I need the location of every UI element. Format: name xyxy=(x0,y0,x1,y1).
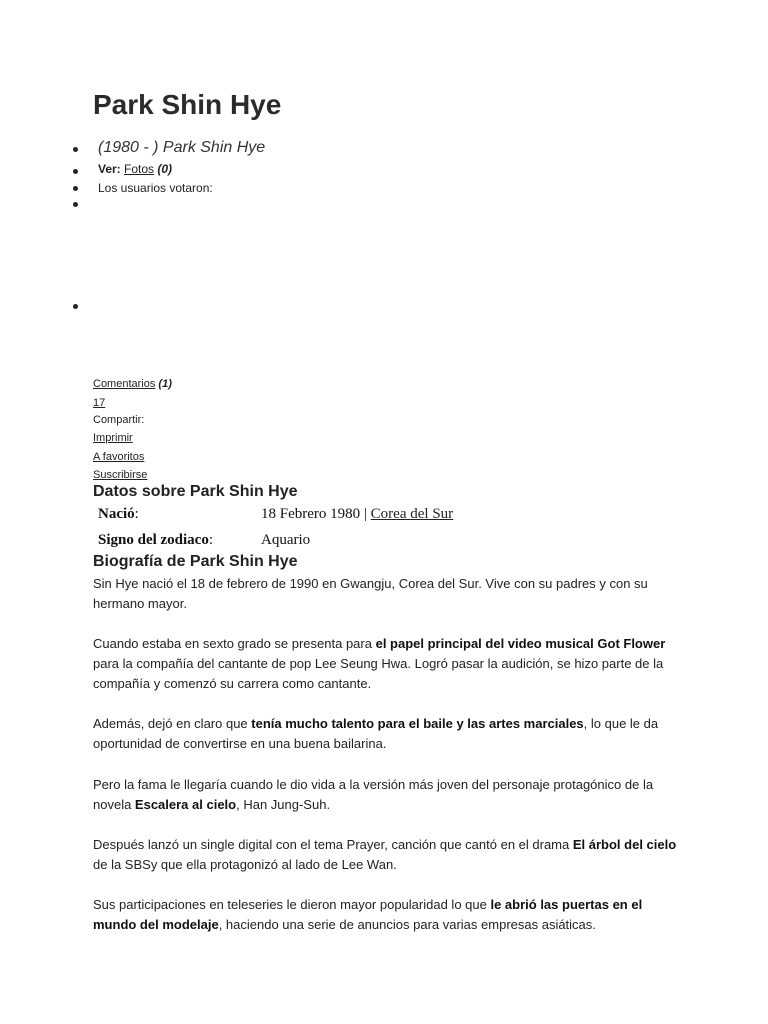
nacio-country-link[interactable]: Corea del Sur xyxy=(370,506,454,522)
compartir-label: Compartir: xyxy=(93,414,145,426)
bold-span: El árbol del cielo xyxy=(572,837,677,852)
bio-paragraph-6 xyxy=(93,895,678,935)
count-link[interactable]: 17 xyxy=(93,397,106,409)
comentarios-link[interactable]: Comentarios xyxy=(93,378,156,390)
favoritos-link[interactable]: A favoritos xyxy=(93,451,145,463)
fotos-link[interactable]: Fotos xyxy=(124,162,155,176)
list-bullet xyxy=(73,304,78,309)
text-span: Cuando estaba en sexto grado se presenta para xyxy=(93,636,376,651)
text-span: para la compañía del cantante de pop Lee Seung Hwa. Logró pasar la audición, se hizo parte de la compañía y comenzó su carrera como cantante. xyxy=(93,656,664,691)
zodiaco-value: Aquario xyxy=(261,532,311,548)
list-bullet xyxy=(73,147,78,152)
text-span: , lo que le da oportunidad de convertirse en una buena bailarina. xyxy=(93,716,659,751)
ver-row xyxy=(98,161,172,177)
nacio-label-cell xyxy=(98,505,139,523)
zodiaco-label-cell xyxy=(98,531,213,549)
list-bullet xyxy=(73,186,78,191)
text-span: Pero la fama le llegaría cuando le dio vida a la versión más joven del personaje protagónico de la novela xyxy=(93,777,654,812)
subtitle: (1980 - ) Park Shin Hye xyxy=(98,139,266,156)
fotos-count: (0) xyxy=(157,162,173,176)
bold-span: el papel principal del video musical Got Flower xyxy=(375,636,666,651)
text-span: Además, dejó en claro que xyxy=(93,716,252,731)
text-span: Después lanzó un single digital con el tema Prayer, canción que cantó en el drama xyxy=(93,837,573,852)
bold-span: tenía mucho talento para el baile y las artes marciales xyxy=(251,716,584,731)
nacio-value-cell xyxy=(261,505,453,523)
text-span: Sus participaciones en teleseries le dieron mayor popularidad lo que xyxy=(93,897,491,912)
bio-paragraph-3 xyxy=(93,714,678,754)
bio-heading: Biografía de Park Shin Hye xyxy=(93,553,298,570)
nacio-separator: | xyxy=(363,506,367,522)
votes-label: Los usuarios votaron: xyxy=(98,181,213,195)
ver-label: Ver: xyxy=(98,162,121,176)
text-span: , Han Jung-Suh. xyxy=(236,797,331,812)
nacio-value: 18 Febrero 1980 xyxy=(261,506,361,522)
bold-span: Escalera al cielo xyxy=(134,797,237,812)
list-bullet xyxy=(73,169,78,174)
datos-heading: Datos sobre Park Shin Hye xyxy=(93,483,298,500)
imprimir-link[interactable]: Imprimir xyxy=(93,432,133,444)
nacio-label: Nació xyxy=(98,506,135,522)
suscribirse-link[interactable]: Suscribirse xyxy=(93,469,148,481)
zodiaco-colon: : xyxy=(208,532,214,548)
bio-paragraph-5 xyxy=(93,835,678,875)
zodiaco-label: Signo del zodiaco xyxy=(98,532,209,548)
bio-paragraph-2 xyxy=(93,634,678,694)
list-bullet xyxy=(73,202,78,207)
bio-paragraph-1: Sin Hye nació el 18 de febrero de 1990 en Gwangju, Corea del Sur. Vive con su padres y con su hermano mayor. xyxy=(93,576,648,611)
nacio-colon: : xyxy=(134,506,139,522)
comentarios-row xyxy=(93,377,172,391)
bio-paragraph-4 xyxy=(93,775,678,815)
comentarios-count: (1) xyxy=(158,378,172,390)
text-span: , haciendo una serie de anuncios para varias empresas asiáticas. xyxy=(218,917,596,932)
page-title: Park Shin Hye xyxy=(93,89,282,120)
bold-span: le abrió las puertas en el mundo del modelaje xyxy=(93,897,643,932)
text-span: de la SBSy que ella protagonizó al lado de Lee Wan. xyxy=(93,857,397,872)
